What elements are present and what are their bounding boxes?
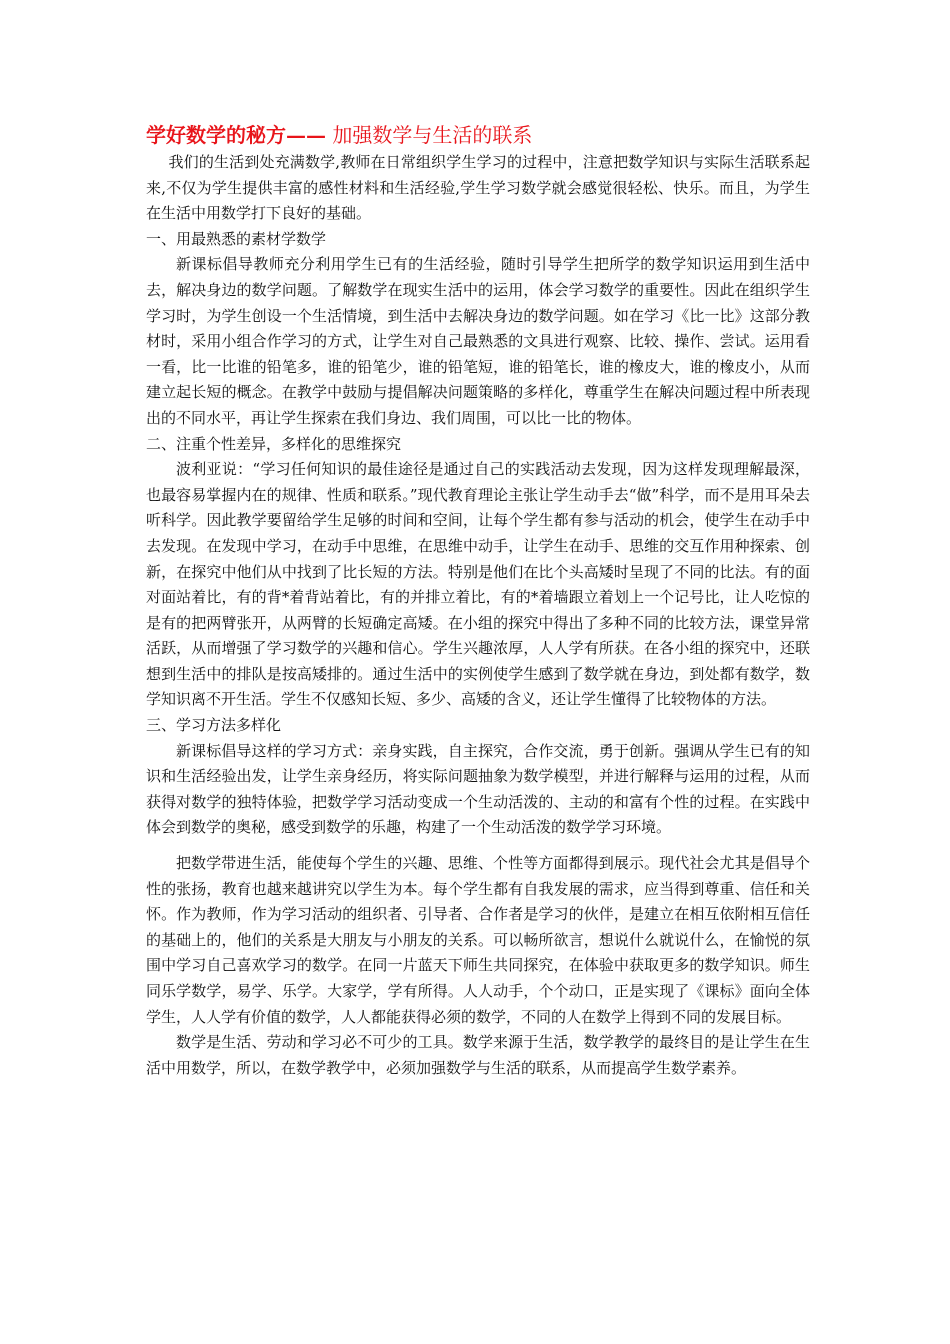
document-page [146, 120, 810, 1081]
section-2-paragraph: 波利亚说：“学习任何知识的最佳途径是通过自己的实践活动去发现，因为这样发现理解最深，也最容易掌握内在的规律、性质和联系。”现代教育理论主张让学生动手去“做”科学，而不是用耳朵去听科学。因此教学要留给学生足够的时间和空间，让每个学生都有参与活动的机会，使学生在动手中去发现。在发现中学习，在动手中思维，在思维中动手，让学生在动手、思维的交互作用种探索、创新，在探究中他们从中找到了比长短的方法。特别是他们在比个头高矮时呈现了不同的比法。有的面对面站着比，有的背*着背站着比，有的并排立着比，有的*着墙跟立着划上一个记号比，让人吃惊的是有的把两臂张开，从两臂的长短确定高矮。在小组的探究中得出了多种不同的比较方法，课堂异常活跃，从而增强了学习数学的兴趣和信心。学生兴趣浓厚，人人学有所获。在各小组的探究中，还联想到生活中的排队是按高矮排的。通过生活中的实例使学生感到了数学就在身边，到处都有数学，数学知识离不开生活。学生不仅感知长短、多少、高矮的含义，还让学生懂得了比较物体的方法。 [146, 460, 810, 709]
title-main: 学好数学的秘方—— [146, 123, 326, 147]
section-3-paragraph-1: 新课标倡导这样的学习方式：亲身实践，自主探究，合作交流，勇于创新。强调从学生已有的知识和生活经验出发，让学生亲身经历，将实际问题抽象为数学模型，并进行解释与运用的过程，从而获得对数学的独特体验，把数学学习活动变成一个生动活泼的、主动的和富有个性的过程。在实践中体会到数学的奥秘，感受到数学的乐趣，构建了一个生动活泼的数学学习环境。 [146, 741, 810, 837]
title-subtitle: 加强数学与生活的联系 [326, 123, 533, 147]
section-1-paragraph: 新课标倡导教师充分利用学生已有的生活经验，随时引导学生把所学的数学知识运用到生活中去，解决身边的数学问题。了解数学在现实生活中的运用，体会学习数学的重要性。因此在组织学生学习时，为学生创设一个生活情境，到生活中去解决身边的数学问题。如在学习《比一比》这部分教材时，采用小组合作学习的方式，让学生对自己最熟悉的文具进行观察、比较、操作、尝试。运用看一看，比一比谁的铅笔多，谁的铅笔少，谁的铅笔短，谁的铅笔长，谁的橡皮大，谁的橡皮小，从而建立起长短的概念。在教学中鼓励与提倡解决问题策略的多样化，尊重学生在解决问题过程中所表现出的不同水平，再让学生探索在我们身边、我们周围，可以比一比的物体。 [146, 255, 810, 427]
section-3-paragraph-3: 数学是生活、劳动和学习必不可少的工具。数学来源于生活，数学教学的最终目的是让学生在生活中用数学，所以，在数学教学中，必须加强数学与生活的联系，从而提高学生数学素养。 [146, 1033, 810, 1077]
document-title [146, 120, 810, 150]
section-3-paragraph-2: 把数学带进生活，能使每个学生的兴趣、思维、个性等方面都得到展示。现代社会尤其是倡导个性的张扬，教育也越来越讲究以学生为本。每个学生都有自我发展的需求，应当得到尊重、信任和关怀。作为教师，作为学习活动的组织者、引导者、合作者是学习的伙伴，是建立在相互依附相互信任的基础上的，他们的关系是大朋友与小朋友的关系。可以畅所欲言，想说什么就说什么，在愉悦的氛围中学习自己喜欢学习的数学。在同一片蓝天下师生共同探究，在体验中获取更多的数学知识。师生同乐学数学，易学、乐学。大家学，学有所得。人人动手，个个动口，正是实现了《课标》面向全体学生，人人学有价值的数学，人人都能获得必须的数学，不同的人在数学上得到不同的发展目标。 [146, 854, 810, 1026]
section-2-heading: 二、注重个性差异，多样化的思维探究 [146, 434, 402, 453]
section-3-heading: 三、学习方法多样化 [146, 716, 282, 735]
intro-paragraph: 我们的生活到处充满数学,教师在日常组织学生学习的过程中，注意把数学知识与实际生活联系起来,不仅为学生提供丰富的感性材料和生活经验,学生学习数学就会感觉很轻松、快乐。而且，为学生在生活中用数学打下良好的基础。 [146, 153, 810, 223]
section-1-heading: 一、用最熟悉的素材学数学 [146, 229, 327, 248]
